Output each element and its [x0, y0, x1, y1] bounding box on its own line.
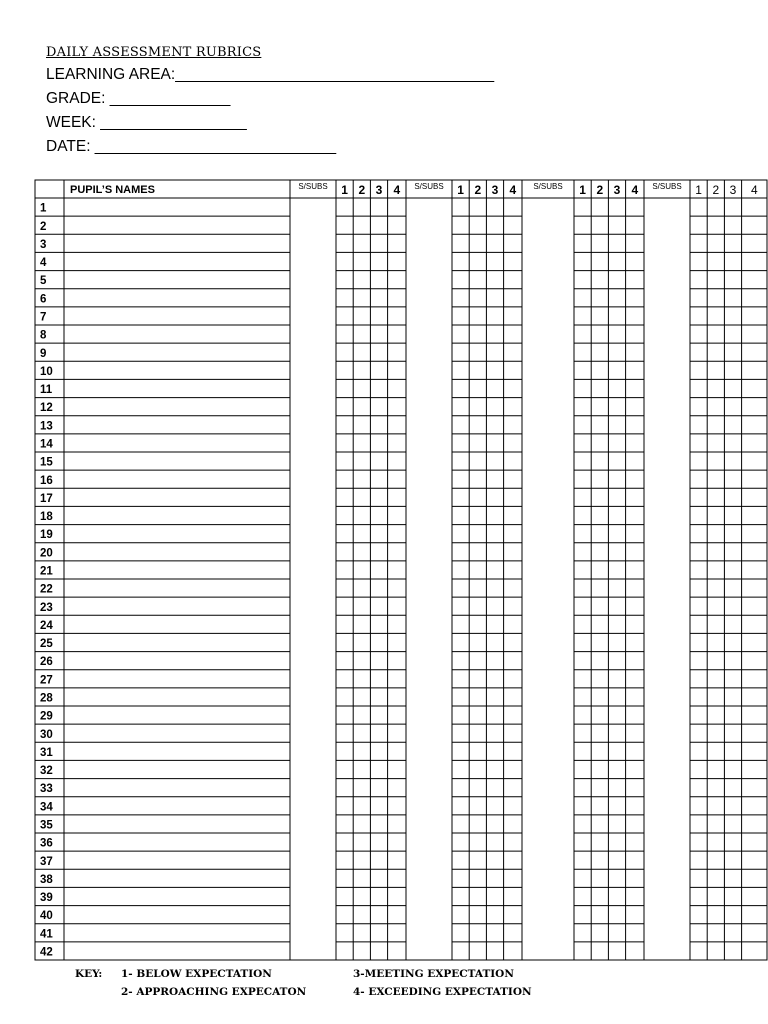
- row-number: 17: [40, 492, 53, 505]
- row-number: 22: [40, 583, 53, 596]
- row-number: 41: [40, 928, 53, 941]
- key-item-1: 1- BELOW EXPECTATION: [121, 968, 272, 980]
- row-number: 39: [40, 892, 53, 905]
- score-header: 4: [750, 183, 758, 197]
- key-item-3: 3-MEETING EXPECTATION: [353, 968, 514, 980]
- row-number: 33: [40, 783, 53, 796]
- row-number: 1: [40, 202, 47, 215]
- row-number: 28: [40, 692, 53, 705]
- page-title: DAILY ASSESSMENT RUBRICS: [46, 45, 262, 60]
- row-number: 38: [40, 873, 53, 886]
- row-number: 25: [40, 638, 53, 651]
- row-number: 36: [40, 837, 53, 850]
- score-header: 3: [491, 183, 499, 197]
- row-number: 34: [40, 801, 53, 814]
- row-number: 8: [40, 329, 47, 342]
- grade-field[interactable]: GRADE: ______________: [46, 90, 231, 107]
- row-number: 31: [40, 746, 53, 759]
- row-number: 29: [40, 710, 53, 723]
- score-header: 1: [341, 183, 348, 197]
- row-number: 37: [40, 855, 53, 868]
- table-border: [35, 180, 767, 960]
- row-number: 21: [40, 565, 53, 578]
- learning-area-field[interactable]: LEARNING AREA:_____________________________________: [46, 66, 495, 83]
- score-header: 1: [579, 183, 586, 197]
- score-header: 3: [375, 183, 383, 197]
- row-number: 20: [40, 547, 53, 560]
- row-number: 13: [40, 420, 53, 433]
- key-item-2: 2- APPROACHING EXPECATON: [121, 986, 307, 998]
- week-field[interactable]: WEEK: _________________: [46, 114, 247, 131]
- score-header: 1: [695, 183, 702, 197]
- names-header: PUPIL’S NAMES: [70, 184, 155, 196]
- row-number: 3: [40, 238, 47, 251]
- row-number: 7: [40, 311, 47, 324]
- score-header: 4: [509, 183, 517, 197]
- row-number: 14: [40, 438, 53, 451]
- score-header: 1: [457, 183, 464, 197]
- subs-header: S/SUBS: [298, 182, 328, 191]
- row-number: 27: [40, 674, 53, 687]
- row-number: 15: [40, 456, 53, 469]
- score-header: 4: [393, 183, 401, 197]
- row-number: 10: [40, 365, 53, 378]
- row-number: 19: [40, 529, 53, 542]
- row-number: 30: [40, 728, 53, 741]
- row-number: 2: [40, 220, 47, 233]
- row-number: 18: [40, 511, 53, 524]
- score-header: 2: [474, 183, 482, 197]
- subs-header: S/SUBS: [414, 182, 444, 191]
- score-header: 2: [358, 183, 366, 197]
- score-header: 2: [596, 183, 604, 197]
- row-number: 23: [40, 601, 53, 614]
- score-header: 3: [613, 183, 621, 197]
- score-header: 3: [729, 183, 737, 197]
- score-header: 2: [712, 183, 720, 197]
- row-number: 9: [40, 347, 47, 360]
- row-number: 6: [40, 293, 47, 306]
- subs-header: S/SUBS: [652, 182, 682, 191]
- key-item-4: 4- EXCEEDING EXPECTATION: [353, 986, 532, 998]
- date-field[interactable]: DATE: ____________________________: [46, 138, 337, 155]
- row-number: 16: [40, 474, 53, 487]
- row-number: 32: [40, 765, 53, 778]
- row-number: 4: [40, 257, 47, 270]
- row-number: 5: [40, 275, 47, 288]
- row-number: 11: [40, 384, 53, 397]
- row-number: 35: [40, 819, 53, 832]
- score-header: 4: [631, 183, 639, 197]
- row-number: 24: [40, 619, 53, 632]
- row-number: 26: [40, 656, 53, 669]
- row-number: 42: [40, 946, 53, 959]
- subs-header: S/SUBS: [533, 182, 563, 191]
- row-number: 40: [40, 910, 53, 923]
- key-label: KEY:: [75, 968, 103, 980]
- row-number: 12: [40, 402, 53, 415]
